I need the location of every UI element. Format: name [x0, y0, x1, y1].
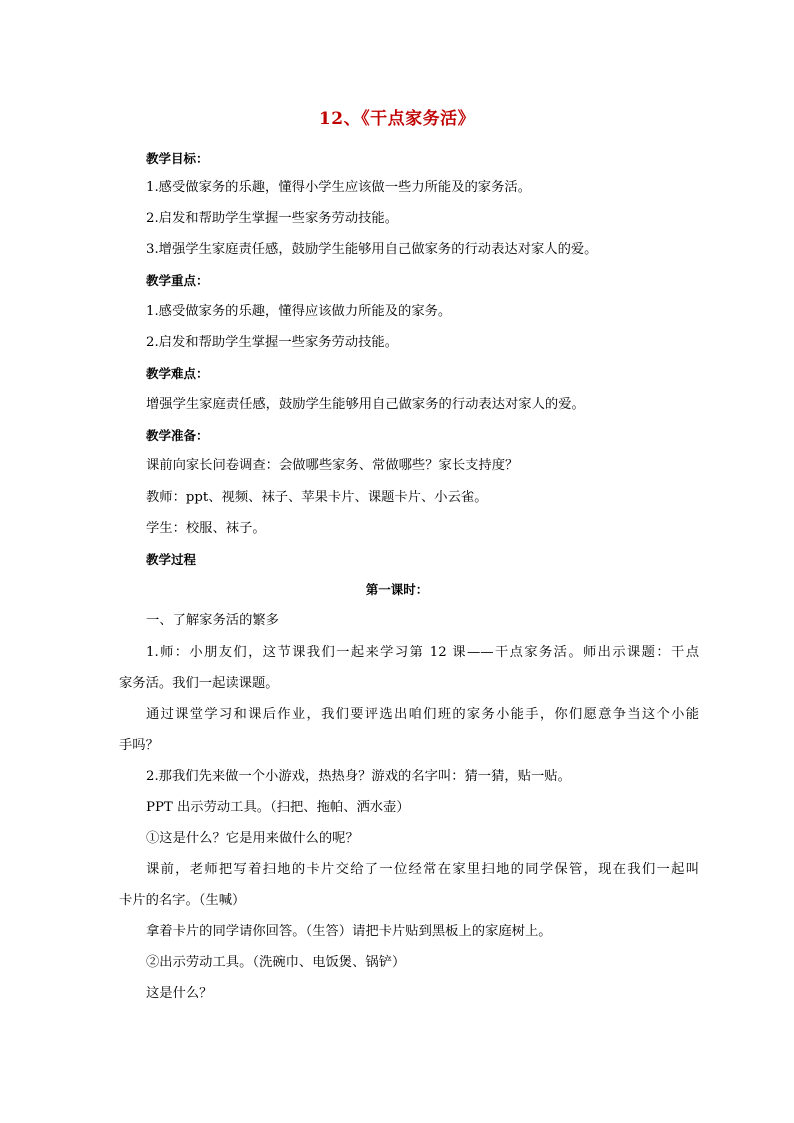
paragraph-2-line-1: 通过课堂学习和课后作业，我们要评选出咱们班的家务小能手，你们愿意争当这个小能 [146, 707, 699, 722]
key-points-heading: 教学重点： [146, 273, 209, 288]
paragraph-2-line-2: 手吗？ [119, 738, 159, 753]
lesson-heading: 第一课时： [365, 582, 429, 597]
goal-item-2: 2.启发和帮助学生掌握一些家务劳动技能。 [146, 211, 399, 226]
paragraph-6-line-2: 卡片的名字。（生喊） [119, 893, 246, 908]
goal-item-3: 3.增强学生家庭责任感，鼓励学生能够用自己做家务的行动表达对家人的爱。 [146, 242, 598, 257]
difficulty-item: 增强学生家庭责任感，鼓励学生能够用自己做家务的行动表达对家人的爱。 [146, 397, 585, 412]
goals-heading: 教学目标： [146, 151, 209, 166]
paragraph-6-line-1: 课前，老师把写着扫地的卡片交给了一位经常在家里扫地的同学保管，现在我们一起叫 [146, 862, 699, 877]
paragraph-8: ②出示劳动工具。（洗碗巾、电饭煲、锅铲） [146, 955, 406, 970]
goal-item-1: 1.感受做家务的乐趣，懂得小学生应该做一些力所能及的家务活。 [146, 180, 531, 195]
paragraph-1-line-2: 家务活。我们一起读课题。 [119, 676, 279, 691]
paragraph-7: 拿着卡片的同学请你回答。（生答）请把卡片贴到黑板上的家庭树上。 [146, 924, 552, 939]
paragraph-1-line-1: 1.师：小朋友们，这节课我们一起来学习第 12 课——干点家务活。师出示课题：干点 [146, 645, 699, 660]
document-title: 12、《干点家务活》 [318, 109, 476, 129]
preparation-heading: 教学准备： [146, 428, 209, 443]
paragraph-4: PPT 出示劳动工具。（扫把、拖帕、洒水壶） [146, 800, 410, 815]
preparation-item-2: 教师：ppt、视频、袜子、苹果卡片、课题卡片、小云雀。 [146, 490, 488, 505]
preparation-item-1: 课前向家长问卷调查：会做哪些家务、常做哪些？家长支持度？ [146, 458, 519, 473]
key-point-1: 1.感受做家务的乐趣，懂得应该做力所能及的家务。 [146, 304, 452, 319]
paragraph-9: 这是什么？ [146, 986, 213, 1001]
section-heading-1: 一、了解家务活的繁多 [146, 613, 279, 628]
paragraph-5: ①这是什么？它是用来做什么的呢？ [146, 831, 359, 846]
paragraph-3: 2.那我们先来做一个小游戏，热热身？游戏的名字叫：猜一猜，贴一贴。 [146, 769, 571, 784]
key-point-2: 2.启发和帮助学生掌握一些家务劳动技能。 [146, 335, 399, 350]
difficulty-heading: 教学难点： [146, 366, 209, 381]
process-heading: 教学过程 [146, 552, 197, 567]
preparation-item-3: 学生：校服、袜子。 [146, 521, 266, 536]
